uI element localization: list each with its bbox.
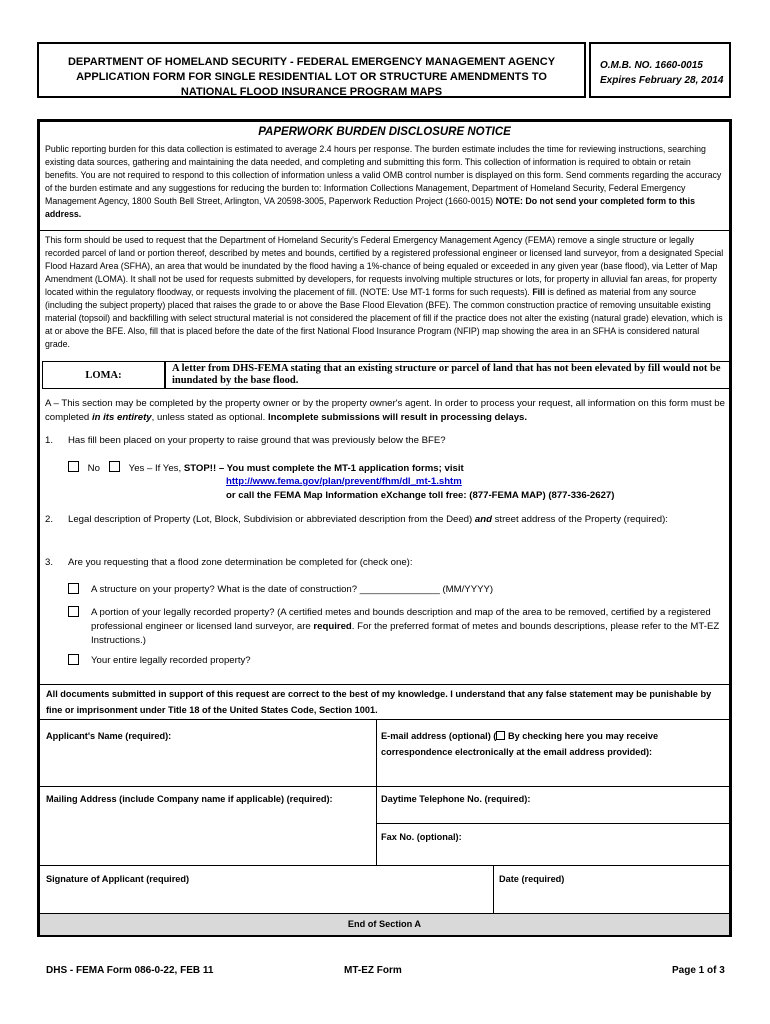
email-consent-checkbox[interactable]: [496, 731, 505, 740]
form-number: DHS - FEMA Form 086-0-22, FEB 11: [46, 965, 214, 976]
purpose-text-a: This form should be used to request that the Department of Homeland Security's Federal Emergency Management Agency (FEMA) remove a single structure or legally recorded parcel of land or portion thereof, described by metes and bounds, certified by a registered professional engineer or licensed land surveyor, from a designated Special Flood Hazard Area (SFHA), an area that would be inundated by the flood having a 1%-chance of being equaled or exceeded in any given year (base flood), via Letter of Map Amendment (LOMA). It shall not be used for requests submitted by developers, for requests involving multiple structures or lots, for property in alluvial fan areas, for property located within the regulatory floodway, or requests involving the placement of fill. (NOTE: Use MT-1 forms for such requests).: [45, 235, 724, 297]
burden-notice-text: [45, 143, 725, 221]
section-a-warning: Incomplete submissions will result in processing delays.: [267, 412, 528, 423]
section-a-intro-optional: , unless stated as optional.: [151, 412, 266, 423]
form-title-line-3: NATIONAL FLOOD INSURANCE PROGRAM MAPS: [180, 86, 443, 98]
q1-no-label: No: [87, 463, 100, 474]
section-a-entirety: in its entirety: [91, 412, 152, 423]
question-1: Has fill been placed on your property to raise ground that was previously below the BFE?: [68, 435, 446, 446]
table-row-divider: [376, 823, 729, 824]
mt1-forms-link[interactable]: [226, 475, 462, 489]
question-2-and: and: [474, 514, 492, 525]
burden-notice-title: PAPERWORK BURDEN DISCLOSURE NOTICE: [258, 126, 511, 138]
form-title-line-1: DEPARTMENT OF HOMELAND SECURITY - FEDERAL EMERGENCY MANAGEMENT AGENCY: [67, 56, 556, 68]
email-field[interactable]: [381, 728, 721, 760]
omb-box: [589, 42, 731, 98]
omb-expiration: Expires February 28, 2014: [600, 75, 724, 86]
table-row-divider: [40, 865, 729, 866]
fema-map-phone: or call the FEMA Map Information eXchange toll free: (877-FEMA MAP) (877-336-2627): [226, 490, 615, 501]
form-name: MT-EZ Form: [344, 965, 402, 976]
question-2-text-a: Legal description of Property (Lot, Block, Subdivision or abbreviated description from the Deed): [68, 514, 473, 525]
omb-number: O.M.B. NO. 1660-0015: [600, 60, 703, 71]
question-2: [68, 513, 728, 527]
q1-yes-checkbox[interactable]: [109, 461, 120, 472]
question-3: Are you requesting that a flood zone determination be completed for (check one):: [68, 557, 413, 568]
q3-portion-text-a: A portion of your legally recorded property? (A certified metes and bounds description and map of the area to be removed, certified by a registered professional engineer or licensed land surveyor, are: [91, 607, 711, 632]
q3-structure-label: A structure on your property? What is the date of construction? _______________ (MM/YYYY): [91, 584, 494, 595]
q3-portion-checkbox[interactable]: [68, 606, 79, 617]
q1-no-option[interactable]: [68, 461, 100, 476]
q3-portion-text-b: . For the preferred format of metes and bounds descriptions, please refer to the MT-EZ Instructions.): [91, 621, 720, 646]
applicant-name-field[interactable]: Applicant's Name (required):: [46, 731, 172, 741]
table-row-divider: [40, 786, 729, 787]
q3-entire-checkbox[interactable]: [68, 654, 79, 665]
section-a-intro-text: A – This section may be completed by the property owner or by the property owner's agent. In order to process your request, all information on this form must be completed: [45, 398, 725, 423]
question-3-number: 3.: [45, 557, 54, 568]
form-title-box: [37, 42, 586, 98]
form-title-line-2: APPLICATION FORM FOR SINGLE RESIDENTIAL LOT OR STRUCTURE AMENDMENTS TO: [76, 71, 547, 83]
form-purpose-text: [45, 234, 725, 351]
section-a-intro: [45, 397, 725, 425]
burden-note: NOTE: Do not send your completed form to this address.: [45, 196, 695, 219]
divider: [40, 230, 729, 231]
daytime-phone-field[interactable]: Daytime Telephone No. (required):: [381, 794, 531, 804]
date-field[interactable]: Date (required): [499, 874, 565, 884]
question-2-number: 2.: [45, 514, 54, 525]
burden-text: Public reporting burden for this data collection is estimated to average 2.4 hours per response. The burden estimate includes the time for reviewing instructions, searching existing data sources, gathering and maintaining the data needed, and completing and submitting this form. This collection of information is required to obtain or retain benefits. You are not required to respond to this collection of information unless a valid OMB control number is displayed on this form. Send comments regarding the accuracy of the burden estimate and any suggestions for reducing the burden to: Information Collections Management, Department of Homeland Security, Federal Emergency Management Agency, 1800 South Bell Street, Arlington, VA 20598-3005, Paperwork Reduction Project (1660-0015): [45, 144, 722, 206]
fill-term: Fill: [532, 287, 546, 297]
email-label: E-mail address (optional) (: [381, 731, 497, 741]
question-2-text-b: street address of the Property (required):: [494, 514, 668, 525]
email-consent-label: By checking here you may receive correspondence electronically at the email address provided):: [381, 731, 659, 757]
table-divider: [493, 865, 494, 913]
table-divider: [376, 720, 377, 865]
q3-option-entire[interactable]: [68, 654, 79, 669]
page-number: Page 1 of 3: [672, 965, 725, 976]
q3-entire-label: Your entire legally recorded property?: [91, 655, 251, 666]
signature-field[interactable]: Signature of Applicant (required): [46, 874, 190, 884]
q1-stop-text: STOP!! – You must complete the MT-1 application forms; visit: [183, 463, 464, 474]
q1-yes-label: Yes – If Yes,: [128, 463, 182, 474]
end-of-section-a: End of Section A: [40, 913, 729, 935]
mt1-link-text[interactable]: http://www.fema.gov/plan/prevent/fhm/dl_mt-1.shtm: [226, 476, 462, 487]
loma-label: LOMA:: [42, 361, 165, 389]
loma-definition: A letter from DHS-FEMA stating that an existing structure or parcel of land that has not been elevated by fill would not be inundated by the base flood.: [165, 361, 730, 389]
fax-field[interactable]: Fax No. (optional):: [381, 832, 462, 842]
q3-structure-checkbox[interactable]: [68, 583, 79, 594]
q3-portion-label: [91, 606, 726, 648]
q1-no-checkbox[interactable]: [68, 461, 79, 472]
q1-yes-option[interactable]: [109, 461, 729, 476]
q3-option-structure[interactable]: [68, 583, 79, 598]
certification-statement: All documents submitted in support of this request are correct to the best of my knowledge. I understand that any false statement may be punishable by fine or imprisonment under Title 18 of the United States Code, Section 1001.: [40, 684, 729, 720]
q3-option-portion[interactable]: [68, 606, 79, 621]
q3-portion-required: required: [313, 621, 352, 632]
question-1-number: 1.: [45, 435, 54, 446]
mailing-address-field[interactable]: Mailing Address (include Company name if applicable) (required):: [46, 794, 333, 804]
purpose-text-b: is defined as material from any source (including the subject property) placed that raises the grade to or above the Base Flood Elevation (BFE). The common construction practice of removing unsuitable existing material (topsoil) and backfilling with select structural material is not considered the placement of fill if the practice does not alter the existing (natural grade) elevation, which is at or above the BFE. Also, fill that is placed before the date of the first National Flood Insurance Program (NFIP) map showing the area in an SFHA is considered natural grade.: [45, 287, 723, 349]
